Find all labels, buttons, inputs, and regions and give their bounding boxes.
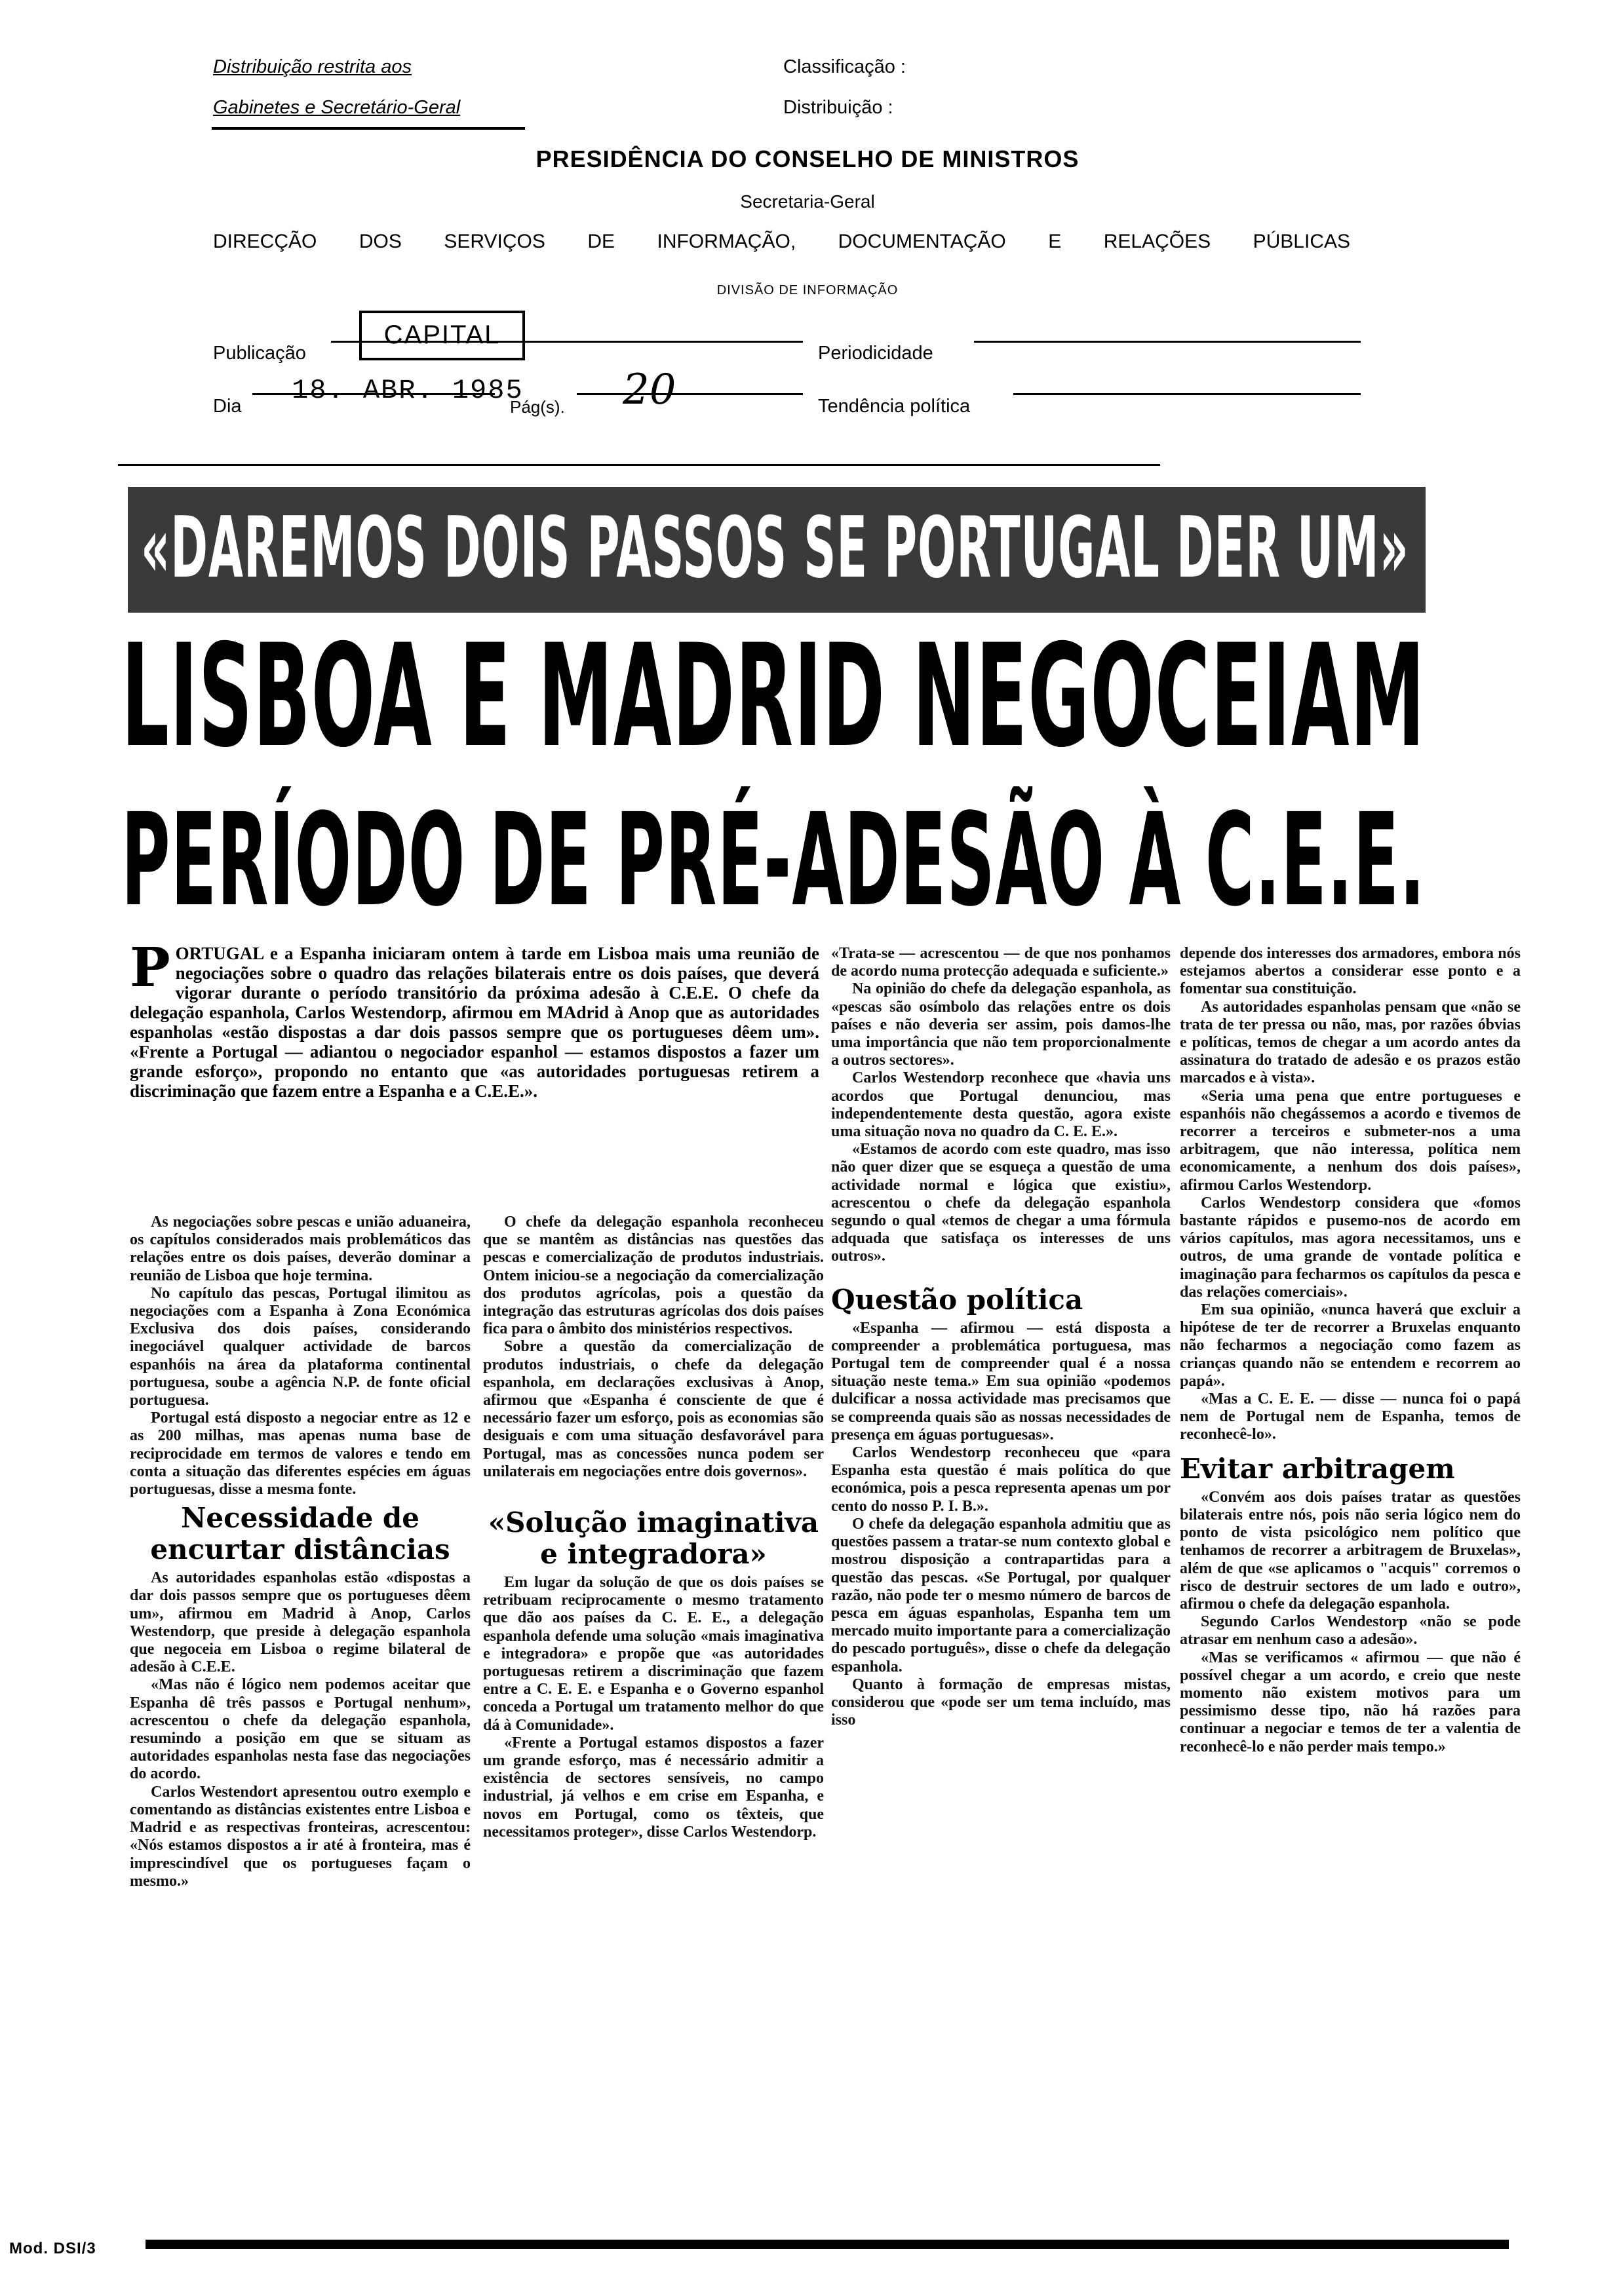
col1-paragraph: No capítulo das pescas, Portugal ilimitou as negociações com a Espanha à Zona Económica Exclusiva dos dois países, considerando inegociável qualquer actividade de barcos espanhóis na área da plataforma continental portuguesa, soube a agência N.P. de fonte oficial portuguesa. [130,1284,471,1409]
page-number-handwritten: 20 [623,366,676,414]
date-stamp: 18. ABR. 1985 [292,375,524,406]
col4-paragraph: Em sua opinião, «nunca haverá que excluir a hipótese de ter de recorrer a Bruxelas enquanto não fecharmos a negociação como fazem as crianças quando não se entendem e recorrem ao papá». [1180,1301,1521,1390]
org-subtitle: Secretaria-Geral [740,191,875,212]
headline-line2-box [121,786,1432,934]
article-column-1 [130,1214,471,2190]
org-title: PRESIDÊNCIA DO CONSELHO DE MINISTROS [535,145,1080,172]
col4-paragraph: «Convém aos dois países tratar as questões bilaterais entre nós, pois não seria lógico nem do ponto de vista psicológico nem político que tenhamos de recorrer a arbitragem de Bruxelas», além de que «se aplicamos o "acquis" corremos o risco de destruir sectores de um lado e outro», afirmou o chefe da delegação espanhola. [1180,1488,1521,1613]
restricted-distribution-line1: Distribuição restrita aos [213,56,412,77]
subheading-solucao: «Solução imaginativa e integradora» [488,1506,819,1571]
periodicity-line [974,341,1361,343]
distribution-label: Distribuição : [783,97,893,118]
col1-paragraph: Carlos Westendort apresentou outro exemplo e comentando as distâncias existentes entre Lisboa e Madrid e as respectivas fronteiras, acrescentou: «Nós estamos dispostos a ir até à fronteira, mas é imprescindível que os portugueses façam o mesmo.» [130,1783,471,1890]
col4-paragraph: «Seria uma pena que entre portugueses e espanhóis não chegássemos a acordo e tivemos de recorrer a terceiros e submeter-nos a uma arbitragem, que não interessa, política nem economicamente, a nenhum dos dois países», afirmou Carlos Westendorp. [1180,1087,1521,1194]
publication-stamp: CAPITAL [359,311,525,360]
subheading-necessidade: Necessidade de encurtar distâncias [150,1502,450,1566]
headline-line2: PERÍODO DE PRÉ-ADESÃO À C.E.E. [121,786,1426,934]
kicker-banner [128,487,1426,613]
form-code: Mod. DSI/3 [9,2240,96,2257]
periodicity-label: Periodicidade [818,343,933,364]
article-column-3 [831,945,1171,2190]
col3-paragraph: Na opinião do chefe da delegação espanhola, as «pescas são osímbolo das relações entre os dois países e não deveria ser assim, pois damos-lhe uma importância que não tem proporcionalmente a outros sectores». [831,980,1171,1069]
col1-paragraph: «Mas não é lógico nem podemos aceitar que Espanha dê três passos e Portugal nenhum», acrescentou o chefe da delegação espanhola, resumindo a posição em que se situam as autoridades espanholas nesta fase das negociações do acordo. [130,1676,471,1783]
headline-line1: LISBOA E MADRID NEGOCEIAM [121,616,1426,778]
lead-dropcap: P [130,944,170,999]
pages-line [577,393,803,395]
col2-paragraph: O chefe da delegação espanhola reconheceu que se mantêm as distâncias nas questões das pescas e comercialização de produtos industriais. Ontem iniciou-se a negociação da comercialização dos produtos agrícolas, pois a questão da integração das estruturas agrícolas dos dois países fica para o âmbito dos ministérios respectivos. [483,1214,824,1338]
headline-line1-box [121,616,1432,780]
col3-paragraph: O chefe da delegação espanhola admitiu que as questões passem a tratar-se num contexto global e mostrou disposição a contrapartidas para a questão das pescas. «Se Portugal, por qualquer razão, não pode ter o mesmo número de barcos de pesca em águas espanholas, Espanha tem um mercado muito importante para a comercialização do pescado português», disse o chefe da delegação espanhola. [831,1515,1171,1675]
footer-rule [146,2240,1509,2249]
col1-paragraph: As negociações sobre pescas e união aduaneira, os capítulos considerados mais problemáticos das relações entre os dois países, deverão dominar a reunião de Lisboa que hoje termina. [130,1214,471,1284]
col2-paragraph: «Frente a Portugal estamos dispostos a fazer um grande esforço, mas é necessário admitir a existência de sectores sensíveis, no campo industrial, já velhos e em crise em Espanha, e novos em Portugal, como os têxteis, que necessitamos proteger», disse Carlos Westendorp. [483,1734,824,1841]
article-column-4 [1180,945,1521,2190]
political-tendency-label: Tendência política [818,396,971,417]
directorate-title: DIRECÇÃO DOS SERVIÇOS DE INFORMAÇÃO, DOCUMENTAÇÃO E RELAÇÕES PÚBLICAS [213,231,1350,252]
kicker-headline: «DAREMOS DOIS PASSOS SE PORTUGAL DER UM» [141,499,1409,597]
publication-label: Publicação [213,343,306,364]
subheading-questao-politica: Questão política [831,1283,1083,1316]
classification-label: Classificação : [783,56,906,77]
col4-paragraph: Carlos Wendestorp considera que «fomos bastante rápidos e pusemo-nos de acordo em vários capítulos, mas agora necessitamos, uns e outros, de uma grande de vontade política e imaginação para fecharmos os capítulos da pesca e das relações comerciais». [1180,1194,1521,1301]
col3-paragraph: «Espanha — afirmou — está disposta a compreender a problemática portuguesa, mas Portugal tem de compreender qual é a nossa situação neste tema.» Em sua opinião «podemos dulcificar a nossa actividade mas precisamos que se compreenda quais são as nossas necessidades de presença em águas portuguesas». [831,1319,1171,1444]
col3-paragraph: Carlos Westendorp reconhece que «havia uns acordos que Portugal denunciou, mas independentemente desta questão, agora existe uma situação nova no quadro da C. E. E.». [831,1069,1171,1141]
col2-paragraph: Em lugar da solução de que os dois países se retribuam reciprocamente o mesmo tratamento que dão aos países da C. E. E., a delegação espanhola defende uma solução «mais imaginativa e integradora» e propõe que «as autoridades portuguesas retirem a discriminação que fazem entre a C. E. E. e Espanha e o Governo espanhol conceda a Portugal um tratamento melhor do que dá à Comunidade». [483,1574,824,1734]
day-label: Dia [213,396,242,417]
col3-paragraph: «Trata-se — acrescentou — de que nos ponhamos de acordo numa protecção adequada e suficiente.» [831,945,1171,980]
col4-paragraph: As autoridades espanholas pensam que «não se trata de ter pressa ou não, mas, por razões óbvias e políticas, temos de chegar a um acordo antes da assinatura do tratado de adesão e os prazos estão marcados e à vista». [1180,998,1521,1087]
subheading-evitar-arbitragem: Evitar arbitragem [1180,1452,1455,1485]
lead-text: ORTUGAL e a Espanha iniciaram ontem à tarde em Lisboa mais uma reunião de negociações sobre o quadro das relações bilaterais entre os dois países, que deverá vigorar durante o período transitório da próxima adesão à C.E.E. O chefe da delegação espanhola, Carlos Westendorp, afirmou em MAdrid à Anop que as autoridades espanholas «estão dispostas a dar dois passos sempre que os portugueses dêem um». «Frente a Portugal — adiantou o negociador espanhol — estamos dispostos a fazer um grande esforço», propondo no entanto que «as autoridades portuguesas retirem a discriminação que fazem entre a Espanha e a C.E.E.». [130,944,819,1101]
col4-paragraph: depende dos interesses dos armadores, embora nós estejamos abertos a considerar esse ponto e a fomentar sua constituição. [1180,945,1521,998]
col3-paragraph: Quanto à formação de empresas mistas, considerou que «pode ser um tema incluído, mas isso [831,1675,1171,1729]
col1-paragraph: As autoridades espanholas estão «dispostas a dar dois passos sempre que os portugueses dêem um», afirmou em Madrid à Anop, Carlos Westendorp, que preside à delegação espanhola que negoceia em Lisboa o regime bilateral de adesão à C.E.E. [130,1569,471,1676]
header-rule [212,127,525,130]
col4-paragraph: «Mas a C. E. E. — disse — nunca foi o papá nem de Portugal nem de Espanha, temos de reconhecê-lo». [1180,1390,1521,1444]
lead-paragraph [130,944,819,1202]
col1-paragraph: Portugal está disposto a negociar entre as 12 e as 200 milhas, mas apenas numa base de reciprocidade em termos de valores e tendo em conta a situação das diferentes espécies em águas portuguesas, disse a mesma fonte. [130,1409,471,1499]
col4-paragraph: «Mas se verificamos « afirmou — que não é possível chegar a um acordo, e creio que neste momento não existem motivos para um pessimismo desse tipo, não há razões para continuar a negociar e temos de ter a valentia de reconhecê-lo e não perder mais tempo.» [1180,1649,1521,1755]
col2-paragraph: Sobre a questão da comercialização de produtos industriais, o chefe da delegação espanhola, em declarações exclusivas à Anop, afirmou que «Espanha é consciente de que é necessário fazer um esforço, pois as economias são desiguais e com uma situação desfavorável para Portugal, mas as concessões nunca podem ser unilaterais em negociações entre dois governos». [483,1338,824,1480]
col3-paragraph: «Estamos de acordo com este quadro, mas isso não quer dizer que se esqueça a questão de uma actividade normal e lógica que existiu», acrescentou o chefe da delegação espanhola segundo o qual «temos de chegar a uma fórmula adquada que satisfaça os interesses de uns outros». [831,1141,1171,1265]
article-column-2 [483,1214,824,2190]
restricted-distribution-line2: Gabinetes e Secretário-Geral [213,97,461,118]
division-title: DIVISÃO DE INFORMAÇÃO [716,283,899,297]
political-tendency-line [1013,393,1361,395]
col3-paragraph: Carlos Wendestorp reconheceu que «para Espanha esta questão é mais política do que económica, pois a pesca representa apenas um por cento do nosso P. I. B.». [831,1444,1171,1515]
col4-paragraph: Segundo Carlos Wendestorp «não se pode atrasar em nenhum caso a adesão». [1180,1613,1521,1649]
clipping-top-rule [118,464,1160,466]
pages-label: Pág(s). [510,397,565,417]
